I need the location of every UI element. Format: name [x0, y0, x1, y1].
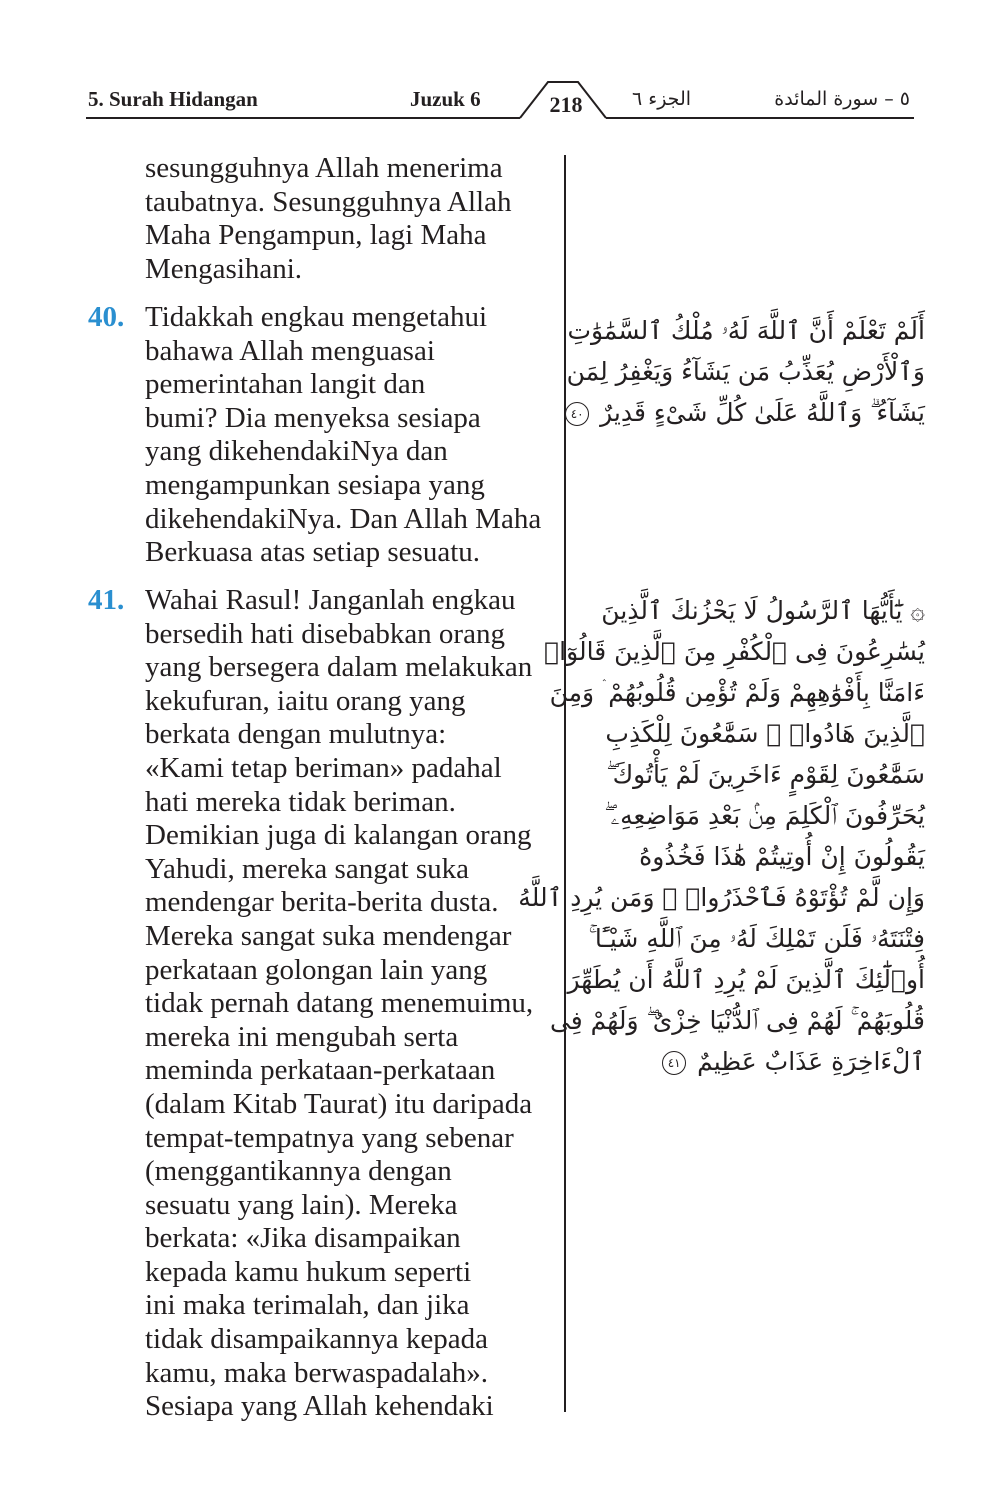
surah-arabic: ٥ – سورة المائدة — [774, 88, 910, 110]
text-line: sesuatu yang lain). Mereka — [145, 1188, 458, 1221]
juz-arabic: الجزء ٦ — [632, 88, 692, 110]
page-number: 218 — [549, 92, 583, 117]
text-line: Berkuasa atas setiap sesuatu. — [145, 536, 481, 569]
surah-title: 5. Surah Hidangan — [88, 87, 258, 111]
verse-arabic — [518, 590, 925, 1082]
text-line: «Kami tetap beriman» padahal — [145, 751, 502, 784]
text-line: meminda perkataan-perkataan — [145, 1054, 496, 1087]
page-header — [0, 0, 1000, 130]
verse-arabic — [566, 310, 925, 433]
text-line: dikehendakiNya. Dan Allah Maha — [145, 502, 542, 535]
arabic-line: أَلَمْ تَعْلَمْ أَنَّ ٱللَّهَ لَهُۥ مُلْكُ ٱلسَّمَٰوَٰتِ — [567, 316, 925, 345]
text-line: (dalam Kitab Taurat) itu daripada — [145, 1087, 533, 1120]
text-line: ini maka terimalah, dan jika — [145, 1289, 470, 1322]
text-line: mengampunkan sesiapa yang — [145, 468, 485, 501]
verse-translation — [145, 301, 560, 570]
text-line: hati mereka tidak beriman. — [145, 785, 456, 818]
verse-number: 41. — [88, 584, 125, 616]
arabic-line-text: يَشَآءُ ۗ وَٱللَّهُ عَلَىٰ كُلِّ شَىْءٍ قَدِيرٌ — [600, 398, 925, 427]
juz-label: Juzuk 6 — [410, 87, 481, 111]
text-line: berkata: «Jika disampaikan — [145, 1222, 461, 1255]
arabic-line: سَمَّٰعُونَ لِقَوْمٍ ءَاخَرِينَ لَمْ يَأْتُوكَ ۖ — [606, 760, 925, 789]
text-line: bahawa Allah menguasai — [145, 334, 435, 367]
arabic-line — [570, 392, 925, 433]
text-line: Tidakkah engkau mengetahui — [145, 301, 488, 333]
arabic-line: أُو۟لَٰٓئِكَ ٱلَّذِينَ لَمْ يُرِدِ ٱللَّهُ أَن يُطَهِّرَ — [567, 965, 925, 994]
arabic-line: يُحَرِّفُونَ ٱلْكَلِمَ مِنۢ بَعْدِ مَوَاضِعِهِۦ ۖ — [604, 801, 925, 830]
arabic-line: ۞ يَٰٓأَيُّهَا ٱلرَّسُولُ لَا يَحْزُنكَ ٱلَّذِينَ — [601, 596, 925, 625]
arabic-line: وَٱلْأَرْضِ يُعَذِّبُ مَن يَشَآءُ وَيَغْفِرُ لِمَن — [566, 357, 925, 386]
text-line: pemerintahan langit dan — [145, 368, 426, 401]
text-line: Wahai Rasul! Janganlah engkau — [145, 584, 516, 616]
ayah-end-marker: ٤١ — [662, 1051, 686, 1075]
text-line: bumi? Dia menyeksa sesiapa — [145, 401, 481, 434]
text-line: Mereka sangat suka mendengar — [145, 919, 512, 952]
text-line: bersedih hati disebabkan orang — [145, 617, 505, 650]
arabic-line — [595, 1041, 925, 1082]
arabic-line: يُسَٰرِعُونَ فِى ٱلْكُفْرِ مِنَ ٱلَّذِينَ قَالُوٓا۟ — [544, 637, 925, 666]
text-line: Sesiapa yang Allah kehendaki — [145, 1390, 494, 1423]
text-line: kekufuran, iaitu orang yang — [145, 684, 466, 717]
verse-number: 40. — [88, 301, 125, 333]
text-line: yang dikehendakiNya dan — [145, 435, 448, 468]
text-line: kamu, maka berwaspadalah». — [145, 1356, 489, 1389]
arabic-line-text: ٱلْءَاخِرَةِ عَذَابٌ عَظِيمٌ — [697, 1047, 925, 1076]
text-line: Yahudi, mereka sangat suka — [145, 852, 470, 885]
text-line: mereka ini mengubah serta — [145, 1020, 459, 1053]
arabic-line: ٱلَّذِينَ هَادُوا۟ ۛ سَمَّٰعُونَ لِلْكَذِبِ — [605, 719, 925, 748]
verse-translation — [145, 584, 560, 1424]
arabic-line: ءَامَنَّا بِأَفْوَٰهِهِمْ وَلَمْ تُؤْمِن قُلُوبُهُمْ ۛ وَمِنَ — [549, 678, 925, 707]
arabic-line: فِتْنَتَهُۥ فَلَن تَمْلِكَ لَهُۥ مِنَ ٱللَّهِ شَيْـًٔا ۚ — [588, 924, 925, 953]
text-line: tidak pernah datang menemuimu, — [145, 987, 534, 1020]
continuation-text — [145, 152, 560, 286]
text-line: Maha Pengampun, lagi Maha — [145, 219, 487, 252]
text-line: (menggantikannya dengan — [145, 1155, 452, 1188]
text-line: Demikian juga di kalangan orang — [145, 819, 532, 852]
text-line: kepada kamu hukum seperti — [145, 1255, 472, 1288]
text-line: taubatnya. Sesungguhnya Allah — [145, 185, 512, 218]
text-line: berkata dengan mulutnya: — [145, 718, 447, 751]
column-divider — [564, 155, 566, 1412]
ayah-end-marker: ٤٠ — [565, 402, 589, 426]
arabic-line: قُلُوبَهُمْ ۚ لَهُمْ فِى ٱلدُّنْيَا خِزْىٌ ۖ وَلَهُمْ فِى — [549, 1006, 925, 1035]
text-line: mendengar berita-berita dusta. — [145, 886, 499, 919]
text-line: sesungguhnya Allah menerima — [145, 152, 503, 184]
text-line: tidak disampaikannya kepada — [145, 1323, 489, 1356]
text-line: Mengasihani. — [145, 252, 303, 285]
text-line: yang bersegera dalam melakukan — [145, 651, 533, 684]
text-line: perkataan golongan lain yang — [145, 953, 488, 986]
arabic-line: وَإِن لَّمْ تُؤْتَوْهُ فَٱحْذَرُوا۟ ۚ وَمَن يُرِدِ ٱللَّهُ — [518, 883, 925, 912]
arabic-line: يَقُولُونَ إِنْ أُوتِيتُمْ هَٰذَا فَخُذُوهُ — [639, 842, 925, 871]
text-line: tempat-tempatnya yang sebenar — [145, 1121, 514, 1154]
